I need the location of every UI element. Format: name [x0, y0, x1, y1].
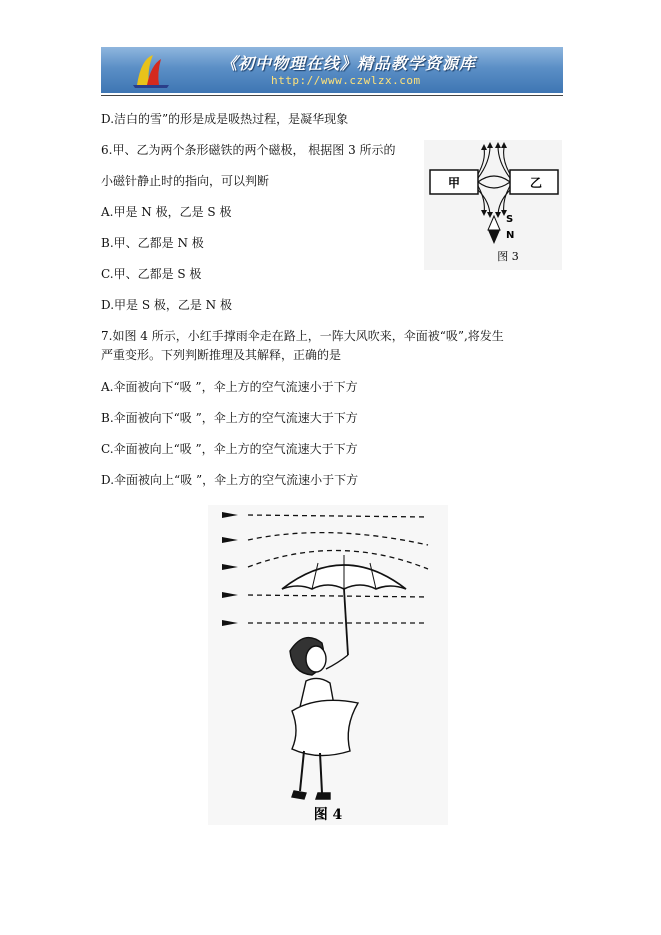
- question-7-line-1: 7.如图 4 所示，小红手撑雨伞走在路上，一阵大风吹来，伞面被“吸”,将发生: [101, 329, 504, 343]
- site-logo: [131, 51, 171, 89]
- option-6c: C.甲、乙都是 S 极: [101, 267, 202, 281]
- header-banner: [101, 47, 563, 93]
- figure-4-umbrella: [208, 505, 448, 825]
- text-line: D.洁白的雪”的形是成是吸热过程，是凝华现象: [101, 112, 349, 126]
- question-7-line-2: 严重变形。下列判断推理及其解释，正确的是: [101, 348, 342, 362]
- option-7b: B.伞面被向下“吸 ”，伞上方的空气流速大于下方: [101, 411, 358, 425]
- header-rule: [101, 95, 563, 96]
- question-6-line-2: 小磁针静止时的指向，可以判断: [101, 174, 270, 188]
- option-7c: C.伞面被向上“吸 ”，伞上方的空气流速大于下方: [101, 442, 358, 456]
- figure-3-magnets: [424, 140, 562, 270]
- option-6a: A.甲是 N 极，乙是 S 极: [101, 205, 232, 219]
- option-6b: B.甲、乙都是 N 极: [101, 236, 204, 250]
- option-7a: A.伞面被向下“吸 ”，伞上方的空气流速小于下方: [101, 380, 358, 394]
- figure-3-caption: 图 3: [497, 250, 519, 263]
- magnet-right-label: 乙: [529, 176, 543, 190]
- option-7d: D.伞面被向上“吸 ”，伞上方的空气流速小于下方: [101, 473, 359, 487]
- magnet-left-label: 甲: [447, 176, 461, 190]
- needle-s-label: S: [506, 214, 514, 225]
- needle-n-label: N: [506, 230, 515, 241]
- option-6d: D.甲是 S 极，乙是 N 极: [101, 298, 232, 312]
- banner-title: 《初中物理在线》精品教学资源库: [221, 54, 477, 73]
- question-6-line-1: 6.甲、乙为两个条形磁铁的两个磁极， 根据图 3 所示的: [101, 143, 396, 157]
- banner-url: http://www.czwlzx.com: [271, 74, 421, 87]
- figure-4-caption: 图 4: [313, 807, 343, 823]
- sunflower-icon: [561, 47, 563, 93]
